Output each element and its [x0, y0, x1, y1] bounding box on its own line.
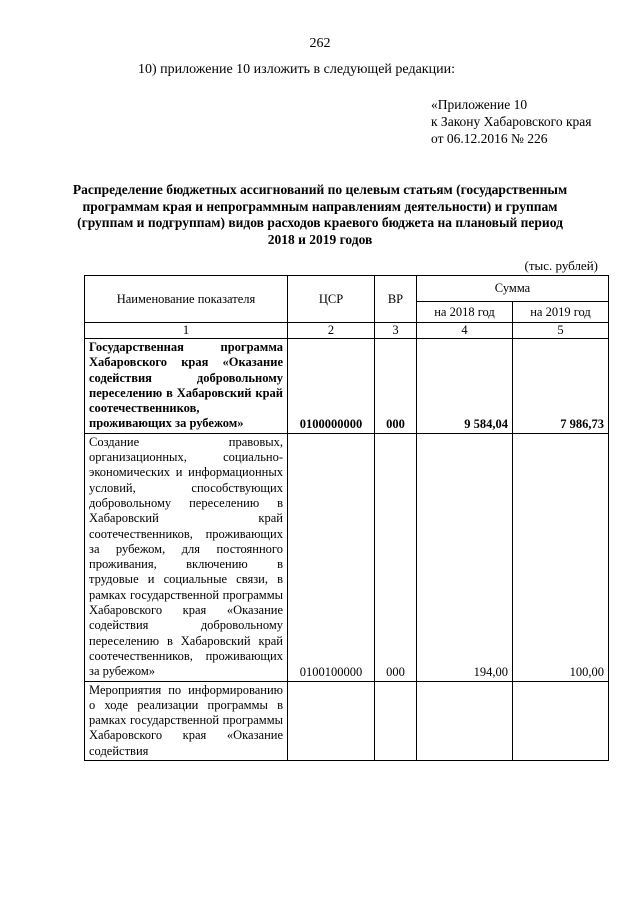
- page-number: 262: [309, 36, 331, 51]
- appendix-line-3: от 06.12.2016 № 226: [431, 131, 548, 146]
- header-2019: на 2019 год: [513, 302, 609, 323]
- col-number: 4: [417, 323, 513, 339]
- row-sum-2019: 7 986,73: [513, 339, 609, 434]
- col-number: 1: [85, 323, 288, 339]
- row-sum-2019: [513, 681, 609, 760]
- appendix-line-2: к Закону Хабаровского края: [431, 114, 592, 129]
- row-vr: [375, 681, 417, 760]
- row-name: Мероприятия по информированию о ходе реализации программы в рамках государственной программы Хабаровского края «Оказание содействия: [85, 681, 288, 760]
- appendix-reference: [431, 96, 592, 147]
- header-2018: на 2018 год: [417, 302, 513, 323]
- row-vr: 000: [375, 339, 417, 434]
- col-number: 5: [513, 323, 609, 339]
- row-vr: 000: [375, 433, 417, 681]
- table-header-row: [85, 276, 609, 302]
- col-number: 3: [375, 323, 417, 339]
- budget-table: [84, 275, 609, 761]
- row-csr: 0100100000: [288, 433, 375, 681]
- col-number: 2: [288, 323, 375, 339]
- intro-text: 10) приложение 10 изложить в следующей редакции:: [138, 62, 455, 77]
- header-name: Наименование показателя: [85, 276, 288, 323]
- table-row: [85, 681, 609, 760]
- row-sum-2018: [417, 681, 513, 760]
- header-vr: ВР: [375, 276, 417, 323]
- row-csr: [288, 681, 375, 760]
- row-sum-2018: 9 584,04: [417, 339, 513, 434]
- header-csr: ЦСР: [288, 276, 375, 323]
- table-row: [85, 339, 609, 434]
- row-sum-2019: 100,00: [513, 433, 609, 681]
- appendix-line-1: «Приложение 10: [431, 97, 528, 112]
- column-numbers-row: [85, 323, 609, 339]
- header-sum: Сумма: [417, 276, 609, 302]
- row-sum-2018: 194,00: [417, 433, 513, 681]
- units-label: (тыс. рублей): [524, 258, 598, 273]
- table-row: [85, 433, 609, 681]
- row-csr: 0100000000: [288, 339, 375, 434]
- row-name: Государственная программа Хабаровского края «Оказание содействия добровольному переселению в Хабаровский край соотечественников, проживающих за рубежом»: [85, 339, 288, 434]
- row-name: Создание правовых, организационных, социально-экономических и информационных условий, способствующих добровольному переселению в Хабаровский край соотечественников, проживающих за рубежом, для постоянного проживания, включению в трудовые и социальные связи, в рамках государственной программы Хабаровского края «Оказание содействия добровольному переселению в Хабаровский край соотечественников, проживающих за рубежом»: [85, 433, 288, 681]
- document-title: Распределение бюджетных ассигнований по целевым статьям (государственным программам края и непрограммным направлениям деятельности) и группам (группам и подгруппам) видов расходов краевого бюджета на плановый период 2018 и 2019 годов: [72, 182, 568, 247]
